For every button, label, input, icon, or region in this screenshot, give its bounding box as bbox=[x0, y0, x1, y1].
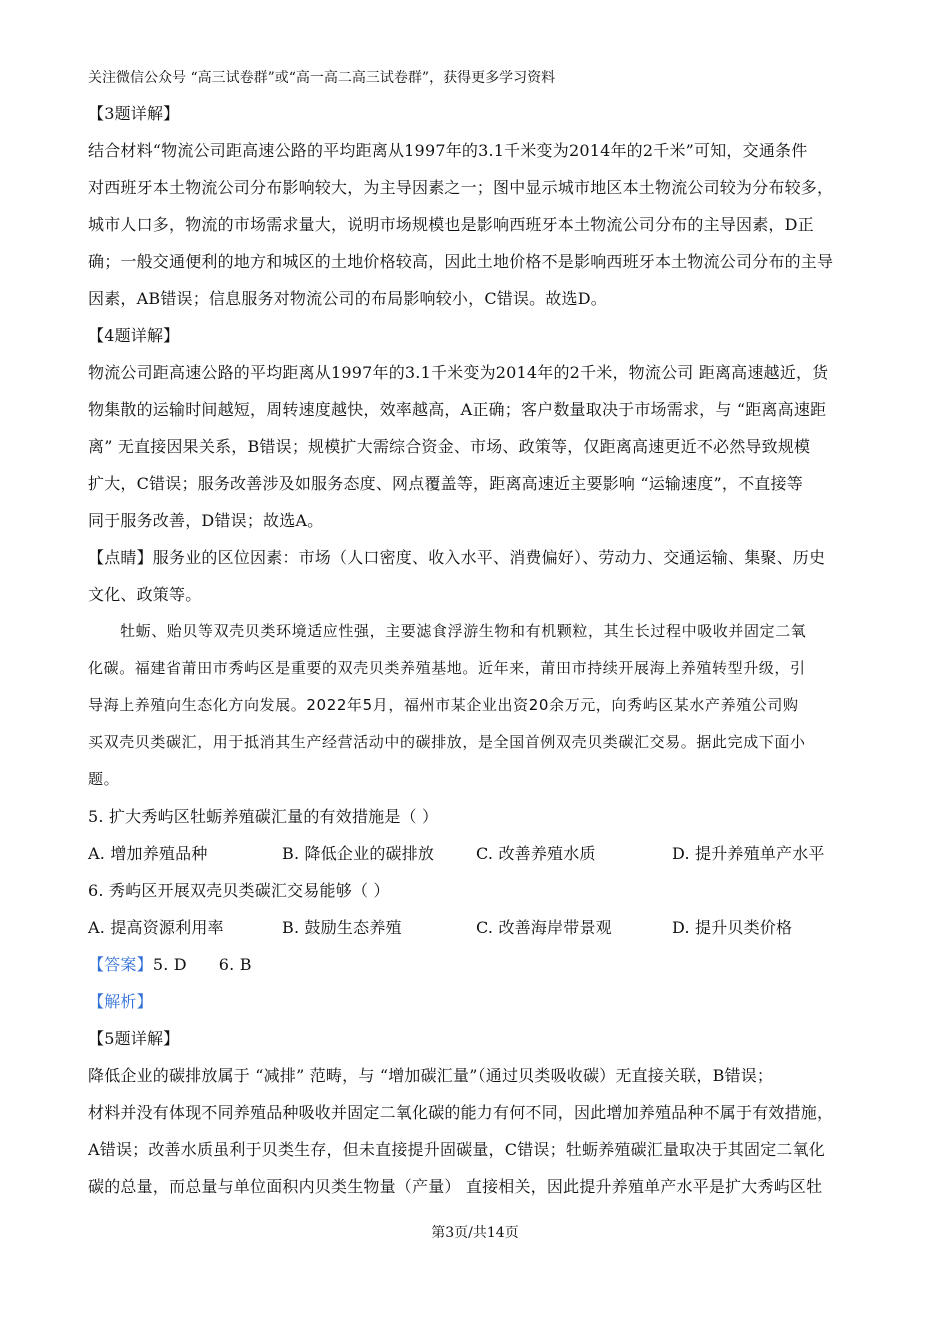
q4-line: 离” 无直接因果关系，B错误；规模扩大需综合资金、市场、政策等，仅距离高速更近不必然导致规模 bbox=[88, 437, 811, 456]
question-6-stem: 6. 秀屿区开展双壳贝类碳汇交易能够（ ） bbox=[88, 881, 390, 900]
q5-detail-line: 降低企业的碳排放属于 “减排” 范畴，与 “增加碳汇量”（通过贝类吸收碳）无直接关联，B错误； bbox=[88, 1066, 774, 1085]
q4-line: 物集散的运输时间越短，周转速度越快，效率越高，A正确；客户数量取决于市场需求，与 “距离高速距 bbox=[88, 400, 827, 419]
q6-option-d: D. 提升贝类价格 bbox=[672, 918, 793, 937]
passage-line: 买双壳贝类碳汇，用于抵消其生产经营活动中的碳排放，是全国首例双壳贝类碳汇交易。据此完成下面小 bbox=[88, 733, 806, 751]
answer-label: 【答案】 bbox=[88, 955, 153, 974]
q5-option-b: B. 降低企业的碳排放 bbox=[282, 844, 435, 863]
page-content bbox=[88, 95, 860, 1205]
q4-line: 物流公司距高速公路的平均距离从1997年的3.1千米变为2014年的2千米，物流公司 距离高速越近，货 bbox=[88, 363, 829, 382]
q6-option-b: B. 鼓励生态养殖 bbox=[282, 918, 402, 937]
q5-detail-line: A错误；改善水质虽利于贝类生存，但未直接提升固碳量，C错误；牡蛎养殖碳汇量取决于其固定二氧化 bbox=[88, 1140, 825, 1159]
q5-detail-heading: 【5题详解】 bbox=[88, 1029, 180, 1048]
q5-option-d: D. 提升养殖单产水平 bbox=[672, 844, 825, 863]
q6-option-a: A. 提高资源利用率 bbox=[88, 918, 224, 937]
answer-6: 6. B bbox=[218, 955, 252, 974]
passage-line: 导海上养殖向生态化方向发展。2022年5月，福州市某企业出资20余万元，向秀屿区某水产养殖公司购 bbox=[88, 696, 799, 714]
q5-option-a: A. 增加养殖品种 bbox=[88, 844, 208, 863]
q6-option-c: C. 改善海岸带景观 bbox=[476, 918, 612, 937]
answer-5: 5. D bbox=[152, 955, 187, 974]
passage-line: 化碳。福建省莆田市秀屿区是重要的双壳贝类养殖基地。近年来，莆田市持续开展海上养殖转型升级，引 bbox=[88, 659, 806, 677]
passage-line: 牡蛎、贻贝等双壳贝类环境适应性强，主要滤食浮游生物和有机颗粒，其生长过程中吸收并固定二氧 bbox=[120, 622, 807, 640]
q3-line: 结合材料“物流公司距高速公路的平均距离从1997年的3.1千米变为2014年的2千米”可知，交通条件 bbox=[88, 141, 808, 160]
question-5-stem: 5. 扩大秀屿区牡蛎养殖碳汇量的有效措施是（ ） bbox=[88, 807, 439, 826]
q5-detail-line: 碳的总量，而总量与单位面积内贝类生物量（产量） 直接相关，因此提升养殖单产水平是扩大秀屿区牡 bbox=[88, 1177, 823, 1196]
page-number: 第3页/共14页 bbox=[431, 1225, 519, 1241]
reading-passage bbox=[88, 613, 860, 798]
q4-line: 扩大，C错误；服务改善涉及如服务态度、网点覆盖等，距离高速近主要影响 “运输速度”，不直接等 bbox=[88, 474, 803, 493]
q3-line: 城市人口多，物流的市场需求量大，说明市场规模也是影响西班牙本土物流公司分布的主导因素，D正 bbox=[88, 215, 814, 234]
passage-line: 题。 bbox=[88, 770, 120, 788]
header-note: 关注微信公众号 “高三试卷群”或“高一高二高三试卷群”，获得更多学习资料 bbox=[88, 70, 556, 86]
answer-row bbox=[88, 946, 860, 983]
q4-heading: 【4题详解】 bbox=[88, 326, 180, 345]
question-5-options bbox=[88, 835, 860, 872]
q3-line: 对西班牙本土物流公司分布影响较大，为主导因素之一；图中显示城市地区本土物流公司较为分布较多， bbox=[88, 178, 834, 197]
q3-heading: 【3题详解】 bbox=[88, 104, 180, 123]
question-6-options bbox=[88, 909, 860, 946]
q3-line: 确；一般交通便利的地方和城区的土地价格较高，因此土地价格不是影响西班牙本土物流公司分布的主导 bbox=[88, 252, 834, 271]
analysis-label: 【解析】 bbox=[88, 992, 153, 1011]
q5-option-c: C. 改善养殖水质 bbox=[476, 844, 596, 863]
q3-line: 因素，AB错误；信息服务对物流公司的布局影响较小，C错误。故选D。 bbox=[88, 289, 607, 308]
tip-line: 文化、政策等。 bbox=[88, 585, 202, 604]
q4-line: 同于服务改善，D错误；故选A。 bbox=[88, 511, 324, 530]
tip-line: 【点睛】服务业的区位因素：市场（人口密度、收入水平、消费偏好）、劳动力、交通运输、集聚、历史 bbox=[88, 548, 826, 567]
q5-detail-line: 材料并没有体现不同养殖品种吸收并固定二氧化碳的能力有何不同，因此增加养殖品种不属于有效措施， bbox=[88, 1103, 834, 1122]
